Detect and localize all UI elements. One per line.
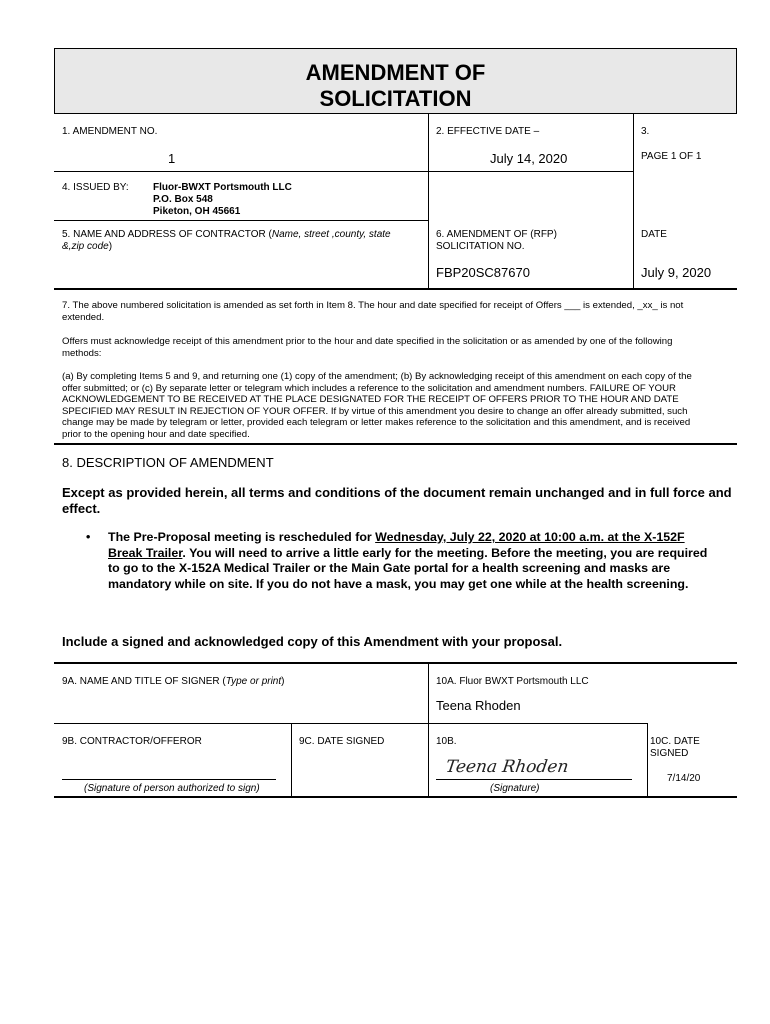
signer-name-title-label: 9A. NAME AND TITLE OF SIGNER (Type or print) (62, 676, 285, 687)
divider (54, 723, 428, 724)
divider (428, 114, 429, 225)
issuer-po-box: P.O. Box 548 (153, 194, 213, 205)
effective-date-value: July 14, 2020 (490, 151, 568, 166)
description-intro: Except as provided herein, all terms and conditions of the document remain unchanged and in full force and effect. (62, 485, 732, 516)
svg-text:Teena Rhoden: Teena Rhoden (444, 757, 570, 777)
solicitation-number: FBP20SC87670 (436, 265, 530, 280)
fbp-date-signed-value: 7/14/20 (667, 773, 701, 784)
divider (54, 220, 428, 221)
divider (647, 723, 648, 796)
divider (291, 723, 292, 796)
divider (54, 796, 737, 798)
signature-line (62, 779, 276, 780)
item7-methods-text: (a) By completing Items 5 and 9, and returning one (1) copy of the amendment; (b) By acknowledging receipt of this amendment on each copy of the offer submitted; or (c) By separate letter or telegram which includes a reference to the solicitation and amendment numbers. FAILURE OF YOUR ACKNOWLEDGEMENT TO BE RECEIVED AT THE PLACE DESIGNATED FOR THE RECEIPT OF OFFERS PRIOR TO THE HOUR AND DATE SPECIFIED MAY RESULT IN REJECTION OF YOUR OFFER. If by virtue of this amendment you desire to change an offer already submitted, such change may be made by telegram or letter, provided each telegram or letter makes reference to the solicitation and this amendment, and is received prior to the opening hour and date specified. (62, 371, 692, 440)
divider (54, 171, 428, 172)
date-value: July 9, 2020 (641, 265, 712, 280)
date-label: DATE (641, 229, 667, 240)
item3-label: 3. (641, 126, 650, 137)
amendment-of-label: 6. AMENDMENT OF (RFP) SOLICITATION NO. (436, 229, 557, 252)
issuer-name: Fluor-BWXT Portsmouth LLC (153, 182, 292, 193)
signature-line (436, 779, 632, 780)
page-count: PAGE 1 OF 1 (641, 151, 702, 162)
title-line-1: AMENDMENT OF (305, 60, 486, 85)
effective-date-label: 2. EFFECTIVE DATE – (436, 126, 540, 137)
issued-by-label: 4. ISSUED BY: (62, 182, 129, 193)
item7-acknowledgement-text: Offers must acknowledge receipt of this amendment prior to the hour and date specified in the solicitation or as amended by one of the following methods: (62, 336, 673, 359)
fbp-signature-label: 10B. (436, 736, 457, 747)
fbp-date-signed-label: 10C. DATE SIGNED (650, 736, 700, 759)
amendment-no-value: 1 (168, 151, 176, 166)
date-signed-label: 9C. DATE SIGNED (299, 736, 385, 747)
description-heading: 8. DESCRIPTION OF AMENDMENT (62, 455, 274, 470)
amendment-no-label: 1. AMENDMENT NO. (62, 126, 158, 137)
divider (54, 662, 737, 664)
item7-extension-text: 7. The above numbered solicitation is amended as set forth in Item 8. The hour and date specified for receipt of Offers ___ is extended, _xx_ is not extended. (62, 300, 684, 323)
closing-instruction: Include a signed and acknowledged copy of this Amendment with your proposal. (62, 634, 563, 649)
contractor-offeror-label: 9B. CONTRACTOR/OFFEROR (62, 736, 202, 747)
contractor-signature-caption: (Signature of person authorized to sign) (84, 783, 260, 794)
divider (633, 114, 634, 288)
contractor-name-address-label: 5. NAME AND ADDRESS OF CONTRACTOR (Name, street ,county, state &,zip code) (62, 229, 391, 252)
divider (428, 723, 647, 724)
issuer-city: Piketon, OH 45661 (153, 206, 241, 217)
signature-image (444, 752, 570, 780)
fbp-company-label: 10A. Fluor BWXT Portsmouth LLC (436, 676, 589, 687)
title-box (54, 48, 737, 114)
divider (54, 443, 737, 445)
bullet-meeting-text: The Pre-Proposal meeting is rescheduled for Wednesday, July 22, 2020 at 10:00 a.m. at the X-152F Break Trailer. You will need to arrive a little early for the meeting. Before the meeting, you are required to go to the X-152A Medical Trailer or the Main Gate portal for a health screening and masks are mandatory while on site. If you do not have a mask, you may get one while at the health screening. (108, 530, 708, 591)
bullet-marker: • (86, 530, 91, 544)
divider (428, 220, 429, 288)
divider (54, 288, 737, 290)
divider (428, 662, 429, 796)
fbp-signer-name: Teena Rhoden (436, 698, 521, 713)
fbp-signature-caption: (Signature) (490, 783, 540, 794)
divider (428, 171, 633, 172)
title-line-2: SOLICITATION (319, 86, 472, 111)
